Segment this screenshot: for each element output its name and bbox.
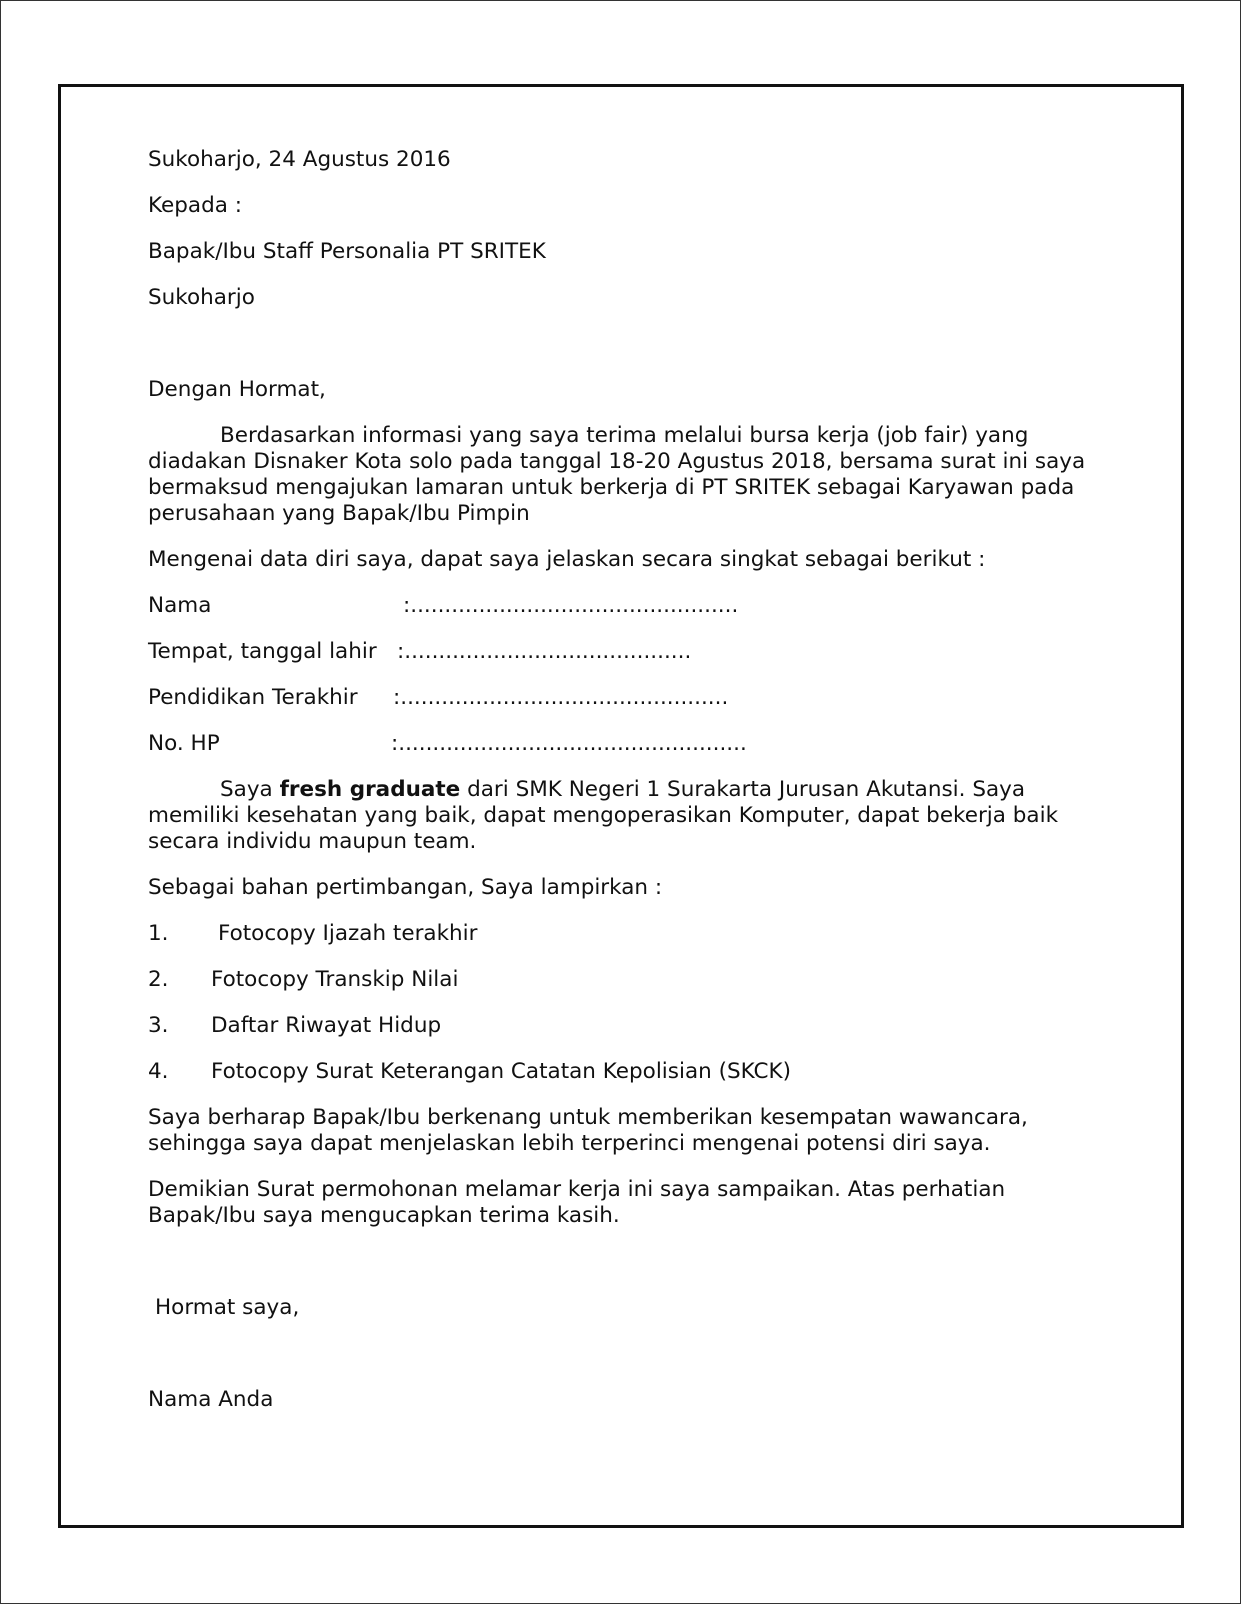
attachments-intro: Sebagai bahan pertimbangan, Saya lampirkan : (148, 875, 663, 900)
profile-text-pre: Saya (220, 777, 280, 802)
paragraph-profile (148, 777, 1098, 855)
paragraph-intro: Berdasarkan informasi yang saya terima melalui bursa kerja (job fair) yang diadakan Disnaker Kota solo pada tanggal 18-20 Agustus 2018, bersama surat ini saya bermaksud mengajukan lamaran untuk berkerja di PT SRITEK sebagai Karyawan pada perusahaan yang Bapak/Ibu Pimpin (148, 423, 1086, 526)
data-intro: Mengenai data diri saya, dapat saya jelaskan secara singkat sebagai berikut : (148, 547, 986, 572)
attachment-item: Fotocopy Surat Keterangan Catatan Kepolisian (SKCK) (211, 1059, 792, 1084)
sign-off: Hormat saya, (155, 1295, 300, 1320)
attachment-item: Fotocopy Ijazah terakhir (218, 921, 478, 946)
attachment-item: Fotocopy Transkip Nilai (211, 967, 459, 992)
field-value-nama: :................................................ (403, 593, 739, 618)
profile-text-bold: fresh graduate (279, 777, 461, 802)
field-label-ttl: Tempat, tanggal lahir (148, 639, 377, 664)
recipient: Bapak/Ibu Staff Personalia PT SRITEK (148, 239, 546, 264)
field-label-hp: No. HP (148, 731, 220, 756)
field-label-pendidikan: Pendidikan Terakhir (148, 685, 358, 710)
signature-name: Nama Anda (148, 1387, 274, 1412)
attachment-number: 1. (148, 921, 169, 946)
greeting: Dengan Hormat, (148, 377, 326, 402)
profile-text-post: dari SMK Negeri 1 Surakarta Jurusan Akutansi. Saya memiliki kesehatan yang baik, dapat mengoperasikan Komputer, dapat bekerja baik secara individu maupun team. (148, 777, 1059, 854)
place-date: Sukoharjo, 24 Agustus 2016 (148, 147, 451, 172)
field-value-hp: :................................................... (391, 731, 747, 756)
recipient-city: Sukoharjo (148, 285, 255, 310)
to-label: Kepada : (148, 193, 242, 218)
field-value-ttl: :.......................................... (397, 639, 692, 664)
attachment-number: 3. (148, 1013, 169, 1038)
attachment-number: 4. (148, 1059, 169, 1084)
field-value-pendidikan: :................................................ (393, 685, 729, 710)
attachment-number: 2. (148, 967, 169, 992)
paragraph-hope: Saya berharap Bapak/Ibu berkenang untuk memberikan kesempatan wawancara, sehingga saya dapat menjelaskan lebih terperinci mengenai potensi diri saya. (148, 1105, 1028, 1156)
field-label-nama: Nama (148, 593, 212, 618)
paragraph-closing: Demikian Surat permohonan melamar kerja ini saya sampaikan. Atas perhatian Bapak/Ibu saya mengucapkan terima kasih. (148, 1177, 1006, 1228)
attachment-item: Daftar Riwayat Hidup (211, 1013, 442, 1038)
